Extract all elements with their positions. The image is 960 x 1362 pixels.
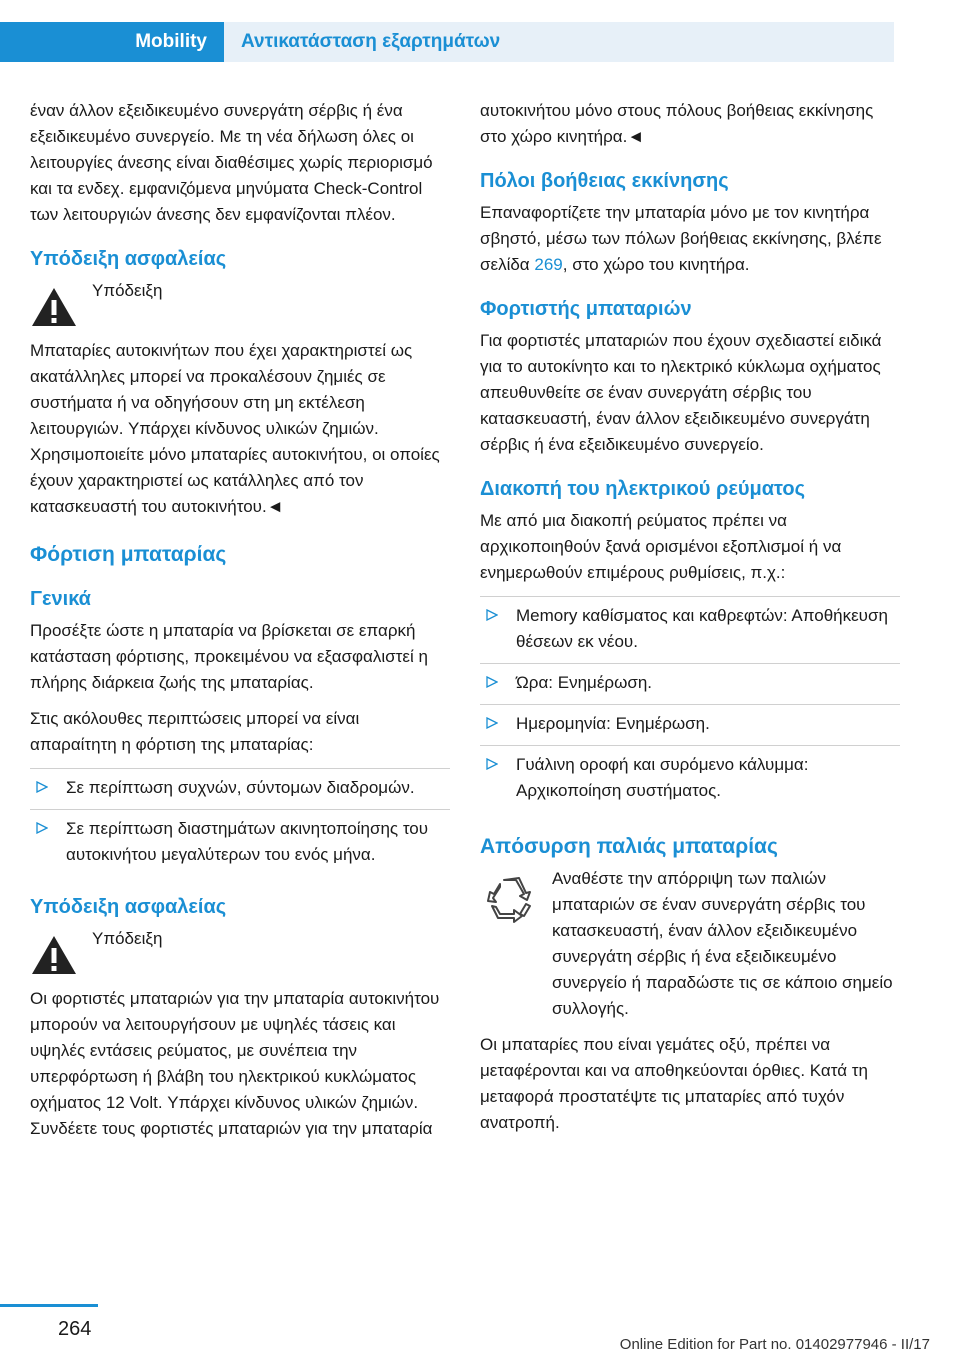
list-item: Memory καθίσματος και καθρεφτών: Αποθήκευση θέσεων εκ νέου. — [480, 596, 900, 663]
edition-note: Online Edition for Part no. 01402977946 - II/17 — [619, 1336, 930, 1353]
safety-heading-2: Υπόδειξη ασφαλείας — [30, 896, 227, 918]
chapter-tab: Αντικατάσταση εξαρτημάτων — [224, 22, 894, 62]
bullet-triangle-icon — [486, 717, 498, 729]
list-item: Ώρα: Ενημέρωση. — [480, 663, 900, 704]
safety-heading-1: Υπόδειξη ασφαλείας — [30, 248, 227, 270]
bullet-triangle-icon — [486, 676, 498, 688]
left-bullet-list — [30, 768, 450, 876]
warning-text-2: Οι φορτιστές μπαταριών για την μπαταρία αυτοκινήτου μπορούν να λειτουργήσουν με υψηλές τάσεις και υψηλές εντάσεις ρεύματος, με συνέπεια την υπερφόρτωση ή βλάβη του ηλεκτρικού κυκλώματος οχήματος 12 Volt. Υπάρχει κίνδυνος υλικών ζημιών. Συνδέετε τους φορτιστές μπαταριών για την μπαταρία — [30, 989, 440, 1138]
page-link[interactable]: 269 — [534, 255, 563, 274]
bullet-triangle-icon — [36, 781, 48, 793]
disposal-paragraph-2: Οι μπαταρίες που είναι γεμάτες οξύ, πρέπει να μεταφέρονται και να αποθηκεύονται όρθιες. Κατά τη μεταφορά προστατέψτε τις μπαταρίες από τυχόν ανατροπή. — [480, 1035, 868, 1132]
bullet-triangle-icon — [486, 758, 498, 770]
chargers-paragraph: Για φορτιστές μπαταριών που έχουν σχεδιαστεί ειδικά για το αυτοκίνητο και το ηλεκτρικό κύκλωμα οχήματος απευθυνθείτε σε έναν συνεργάτη σέρβις του κατασκευαστή, έναν άλλον εξειδικευμένο συνεργάτη σέρβις ή ένα εξειδικευμένο συνεργείο. — [480, 331, 882, 454]
disposal-paragraph: Αναθέστε την απόρριψη των παλιών μπαταριών σε έναν συνεργάτη σέρβις του κατασκευαστή, έναν άλλον εξειδικευμένο συνεργάτη σέρβις ή ένα εξειδικευμένο συνεργείο ή παραδώστε τις σε κάποιο σημείο συλλογής. — [552, 869, 893, 1018]
list-item: Γυάλινη οροφή και συρόμενο κάλυμμα: Αρχικοποίηση συστήματος. — [480, 745, 900, 812]
bullet-triangle-icon — [486, 609, 498, 621]
jump-start-paragraph: Επαναφορτίζετε την μπαταρία μόνο με τον κινητήρα σβηστό, μέσω των πόλων βοήθειας εκκίνησης, βλέπε σελίδα 269, στο χώρο του κινητήρα. — [480, 203, 882, 274]
left-column — [30, 98, 450, 1152]
warning-block-1 — [30, 278, 450, 328]
footer-rule — [0, 1304, 98, 1307]
disposal-heading: Απόσυρση παλιάς μπαταρίας — [480, 835, 778, 858]
power-interruption-heading: Διακοπή του ηλεκτρικού ρεύματος — [480, 478, 806, 500]
page-number: 264 — [58, 1318, 92, 1340]
intro-paragraph: έναν άλλον εξειδικευμένο συνεργάτη σέρβις ή ένα εξειδικευμένο συνεργείο. Με τη νέα δήλωση όλες οι λειτουργίες άνεσης είναι διαθέσιμες χωρίς περιορισμό και τα ενδεχ. εμφανιζόμενα μηνύματα Check-Control των λειτουργιών άνεσης δεν εμφανίζονται πλέον. — [30, 101, 433, 224]
charging-heading: Φόρτιση μπαταρίας — [30, 543, 227, 566]
warning-triangle-icon — [30, 934, 78, 976]
warning-label-1: Υπόδειξη — [92, 281, 163, 300]
jump-start-heading: Πόλοι βοήθειας εκκίνησης — [480, 170, 729, 192]
general-heading: Γενικά — [30, 588, 91, 610]
continued-paragraph: αυτοκινήτου μόνο στους πόλους βοήθειας εκκίνησης στο χώρο κινητήρα.◄ — [480, 101, 874, 146]
list-item: Σε περίπτωση συχνών, σύντομων διαδρομών. — [30, 768, 450, 809]
general-paragraph-1: Προσέξτε ώστε η μπαταρία να βρίσκεται σε επαρκή κατάσταση φόρτισης, προκειμένου να εξασφαλιστεί η πλήρης διάρκεια ζωής της μπαταρίας. — [30, 621, 428, 692]
warning-label-2: Υπόδειξη — [92, 929, 163, 948]
chargers-heading: Φορτιστής μπαταριών — [480, 298, 692, 320]
page-header — [0, 22, 960, 62]
right-column — [480, 98, 900, 1146]
disposal-block — [480, 866, 900, 1032]
warning-block-2 — [30, 926, 450, 976]
general-paragraph-2: Στις ακόλουθες περιπτώσεις μπορεί να είναι απαραίτητη η φόρτιση της μπαταρίας: — [30, 709, 360, 754]
recycle-icon — [480, 870, 540, 930]
right-bullet-list — [480, 596, 900, 812]
bullet-triangle-icon — [36, 822, 48, 834]
warning-text-1: Μπαταρίες αυτοκινήτων που έχει χαρακτηριστεί ως ακατάλληλες μπορεί να προκαλέσουν ζημιές σε συστήματα ή να οδηγήσουν στη μη εκτέλεση λειτουργιών. Υπάρχει κίνδυνος υλικών ζημιών. Χρησιμοποιείτε μόνο μπαταρίες αυτοκινήτου, οι οποίες έχουν χαρακτηριστεί ως κατάλληλες από τον κατασκευαστή του αυτοκινήτου.◄ — [30, 341, 440, 516]
warning-triangle-icon — [30, 286, 78, 328]
list-item: Ημερομηνία: Ενημέρωση. — [480, 704, 900, 745]
list-item: Σε περίπτωση διαστημάτων ακινητοποίησης του αυτοκινήτου μεγαλύτερων του ενός μήνα. — [30, 809, 450, 876]
power-interruption-paragraph: Με από μια διακοπή ρεύματος πρέπει να αρχικοποιηθούν ξανά ορισμένοι εξοπλισμοί ή να ενημερωθούν επιμέρους ρυθμίσεις, π.χ.: — [480, 511, 842, 582]
section-tab: Mobility — [0, 22, 224, 62]
